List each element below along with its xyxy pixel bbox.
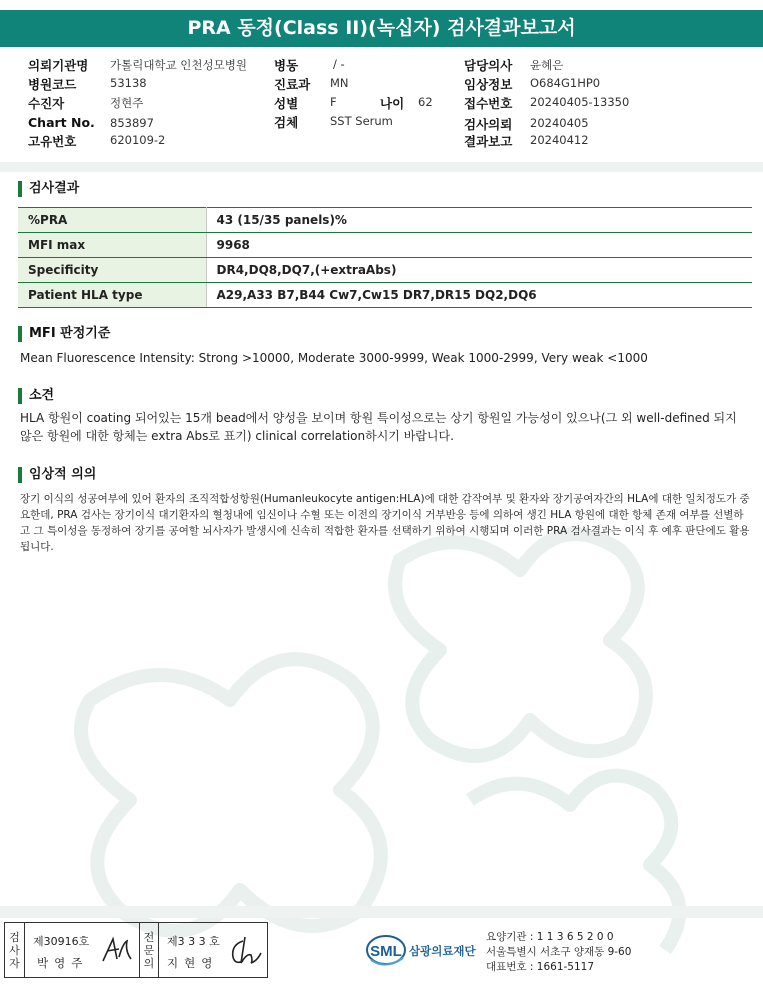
result-key-specificity: Specificity bbox=[18, 258, 206, 283]
tester-signature bbox=[99, 933, 135, 969]
tester-license-no: 제30916호 bbox=[33, 935, 90, 948]
info-value-chart-no: 853897 bbox=[110, 116, 154, 130]
info-value-unique-no: 620109-2 bbox=[110, 133, 166, 147]
info-value-sex: F bbox=[330, 95, 337, 109]
tester-name: 박영주 bbox=[37, 956, 89, 970]
info-value-clinical-info: O684G1HP0 bbox=[530, 76, 601, 90]
result-value-pra: 43 (15/35 panels)% bbox=[206, 208, 752, 233]
result-table bbox=[18, 207, 752, 308]
info-value-department: MN bbox=[330, 76, 349, 90]
info-label-hospital-code: 병원코드 bbox=[28, 77, 77, 92]
section-title-opinion: 소견 bbox=[18, 388, 54, 404]
result-key-hla-type: Patient HLA type bbox=[18, 283, 206, 308]
info-value-ward: / - bbox=[333, 57, 345, 71]
mfi-criteria-text: Mean Fluorescence Intensity: Strong >10000, Moderate 3000-9999, Weak 1000-2999, Very weak <1000 bbox=[20, 351, 648, 365]
info-label-report-date: 결과보고 bbox=[464, 134, 513, 149]
result-value-specificity: DR4,DQ8,DQ7,(+extraAbs) bbox=[206, 258, 752, 283]
info-label-ward: 병동 bbox=[274, 58, 299, 73]
table-row bbox=[18, 233, 752, 258]
report-title: PRA 동정(Class II)(녹십자) 검사결과보고서 bbox=[0, 10, 763, 47]
org-address bbox=[486, 930, 631, 975]
doctor-license-no: 제3 3 3 호 bbox=[167, 935, 220, 948]
info-label-receipt-no: 접수번호 bbox=[464, 96, 513, 111]
doctor-signature bbox=[227, 935, 265, 969]
tester-label: 검 사 자 bbox=[5, 923, 25, 977]
info-value-institution: 가톨릭대학교 인천성모병원 bbox=[110, 58, 247, 72]
patient-info bbox=[0, 50, 763, 170]
table-row bbox=[18, 258, 752, 283]
result-value-hla-type: A29,A33 B7,B44 Cw7,Cw15 DR7,DR15 DQ2,DQ6 bbox=[206, 283, 752, 308]
info-separator bbox=[0, 162, 763, 172]
info-label-chart-no: Chart No. bbox=[28, 115, 95, 130]
info-label-age: 나이 bbox=[380, 96, 405, 111]
org-name: 삼광의료재단 bbox=[409, 944, 476, 958]
doctor-label: 전 문 의 bbox=[139, 923, 159, 977]
section-title-mfi: MFI 판정기준 bbox=[18, 326, 110, 342]
info-value-request-date: 20240405 bbox=[530, 116, 589, 130]
info-value-doctor: 윤혜은 bbox=[530, 58, 564, 72]
section-title-result: 검사결과 bbox=[18, 181, 79, 197]
info-label-request-date: 검사의뢰 bbox=[464, 117, 513, 132]
org-line-code: 요양기관 : 1 1 3 6 5 2 0 0 bbox=[486, 931, 614, 943]
table-row bbox=[18, 283, 752, 308]
info-label-specimen: 검체 bbox=[274, 115, 299, 130]
info-value-receipt-no: 20240405-13350 bbox=[530, 95, 630, 109]
info-label-unique-no: 고유번호 bbox=[28, 134, 77, 149]
signature-box bbox=[4, 922, 268, 978]
info-label-department: 진료과 bbox=[274, 77, 311, 92]
info-value-patient: 정현주 bbox=[110, 96, 144, 110]
doctor-name: 지현영 bbox=[167, 956, 219, 970]
footer-separator bbox=[0, 906, 763, 918]
opinion-text: HLA 항원이 coating 되어있는 15개 bead에서 양성을 보이며 항원 특이성으로는 상기 항원일 가능성이 있으나(그 외 well-defined 되지 않은 항원에 대한 항체는 extra Abs로 표기) clinical correlation하시기 바랍니다. bbox=[20, 411, 737, 443]
clinical-significance-text: 장기 이식의 성공여부에 있어 환자의 조직적합성항원(Humanleukocyte antigen:HLA)에 대한 감작여부 및 환자와 장기공여자간의 HLA에 대한 일치정도가 중요한데, PRA 검사는 장기이식 대기환자의 혈청내에 임신이나 수혈 또는 이전의 장기이식 거부반응 등에 의하여 생긴 HLA 항원에 대한 항체 존재 여부를 선별하고 그 특이성을 동정하여 장기를 공여할 뇌사자가 발생시에 신속히 적합한 환자를 선택하기 위하여 시행되며 이러한 PRA 검사결과는 이식 후 예후 판단에도 활용됩니다. bbox=[20, 493, 750, 553]
info-label-doctor: 담당의사 bbox=[464, 58, 513, 73]
info-label-clinical-info: 임상정보 bbox=[464, 77, 513, 92]
section-title-clinical: 임상적 의의 bbox=[18, 467, 96, 483]
info-value-hospital-code: 53138 bbox=[110, 76, 147, 90]
info-value-report-date: 20240412 bbox=[530, 133, 589, 147]
org-line-address: 서울특별시 서초구 양재동 9-60 bbox=[486, 946, 632, 958]
info-label-patient: 수진자 bbox=[28, 96, 65, 111]
info-value-age: 62 bbox=[418, 95, 433, 109]
org-line-phone: 대표번호 : 1661-5117 bbox=[486, 961, 595, 973]
info-label-institution: 의뢰기관명 bbox=[28, 58, 89, 73]
result-key-mfi-max: MFI max bbox=[18, 233, 206, 258]
table-row bbox=[18, 208, 752, 233]
info-label-sex: 성별 bbox=[274, 96, 299, 111]
result-value-mfi-max: 9968 bbox=[206, 233, 752, 258]
info-value-specimen: SST Serum bbox=[330, 114, 393, 128]
result-key-pra: %PRA bbox=[18, 208, 206, 233]
sml-logo-text: SML bbox=[370, 943, 402, 960]
